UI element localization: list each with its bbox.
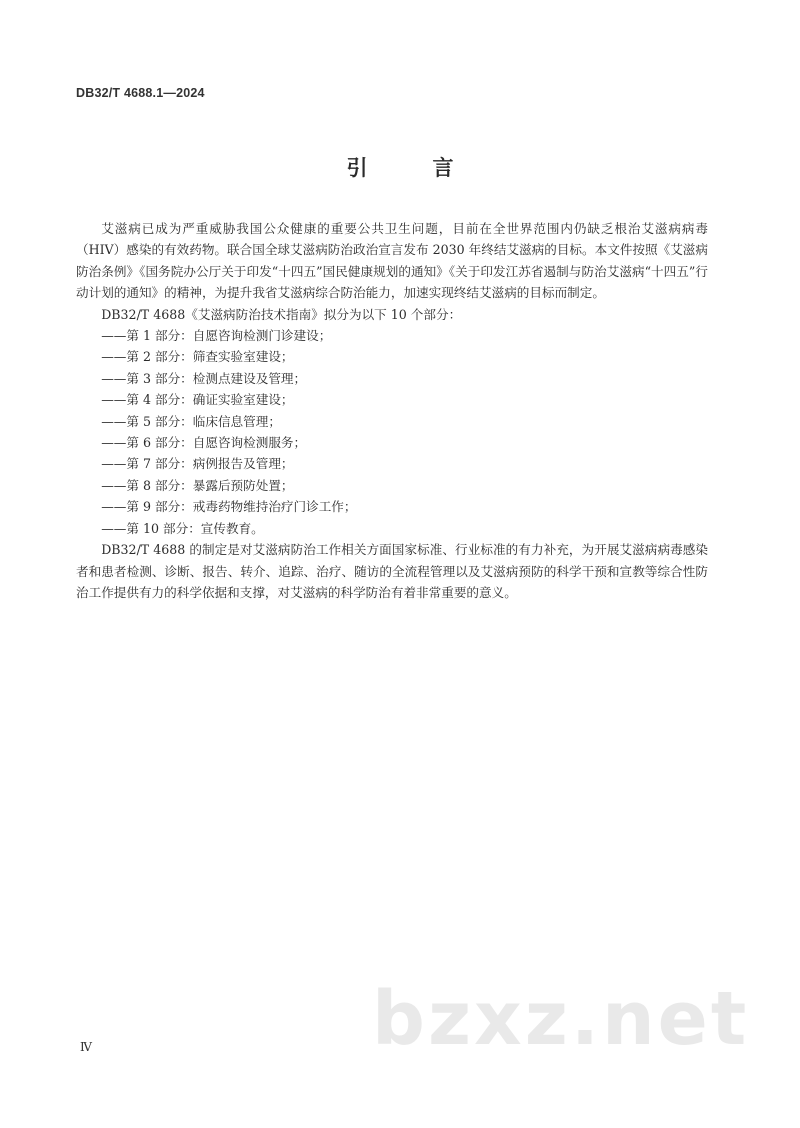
page-title: 引 言 — [346, 156, 476, 180]
list-item: ——第 1 部分：自愿咨询检测门诊建设； — [101, 328, 332, 344]
parts-list — [76, 325, 708, 539]
document-body — [76, 218, 708, 603]
closing-paragraph: DB32/T 4688 的制定是对艾滋病防治工作相关方面国家标准、行业标准的有力补充，为开展艾滋病病毒感染者和患者检测、诊断、报告、转介、追踪、治疗、随访的全流程管理以及艾滋病预防的科学干预和宣教等综合性防治工作提供有力的科学依据和支撑，对艾滋病的科学防治有着非常重要的意义。 — [76, 542, 708, 600]
page-number: Ⅳ — [80, 1040, 92, 1054]
list-item: ——第 6 部分：自愿咨询检测服务； — [101, 435, 307, 451]
standard-code: DB32/T 4688.1—2024 — [76, 86, 205, 100]
parts-lead-paragraph: DB32/T 4688《艾滋病防治技术指南》拟分为以下 10 个部分： — [101, 306, 462, 322]
list-item: ——第 2 部分：筛查实验室建设； — [101, 349, 294, 365]
list-item: ——第 7 部分：病例报告及管理； — [101, 456, 294, 472]
list-item: ——第 3 部分：检测点建设及管理； — [101, 370, 307, 386]
intro-paragraph: 艾滋病已成为严重威胁我国公众健康的重要公共卫生问题，目前在全世界范围内仍缺乏根治艾滋病病毒（HIV）感染的有效药物。联合国全球艾滋病防治政治宣言发布 2030 年终结艾滋病的目标。本文件按照《艾滋病防治条例》《国务院办公厅关于印发“十四五”国民健康规划的通知》《关于印发江苏省遏制与防治艾滋病“十四五”行动计划的通知》的精神，为提升我省艾滋病综合防治能力，加速实现终结艾滋病的目标而制定。 — [76, 221, 708, 301]
list-item: ——第 5 部分：临床信息管理； — [101, 413, 281, 429]
list-item: ——第 9 部分：戒毒药物维持治疗门诊工作； — [101, 499, 357, 515]
list-item: ——第 8 部分：暴露后预防处置； — [101, 477, 294, 493]
watermark: bzxz.net — [372, 976, 750, 1062]
list-item: ——第 10 部分：宣传教育。 — [101, 520, 264, 536]
list-item: ——第 4 部分：确证实验室建设； — [101, 392, 294, 408]
